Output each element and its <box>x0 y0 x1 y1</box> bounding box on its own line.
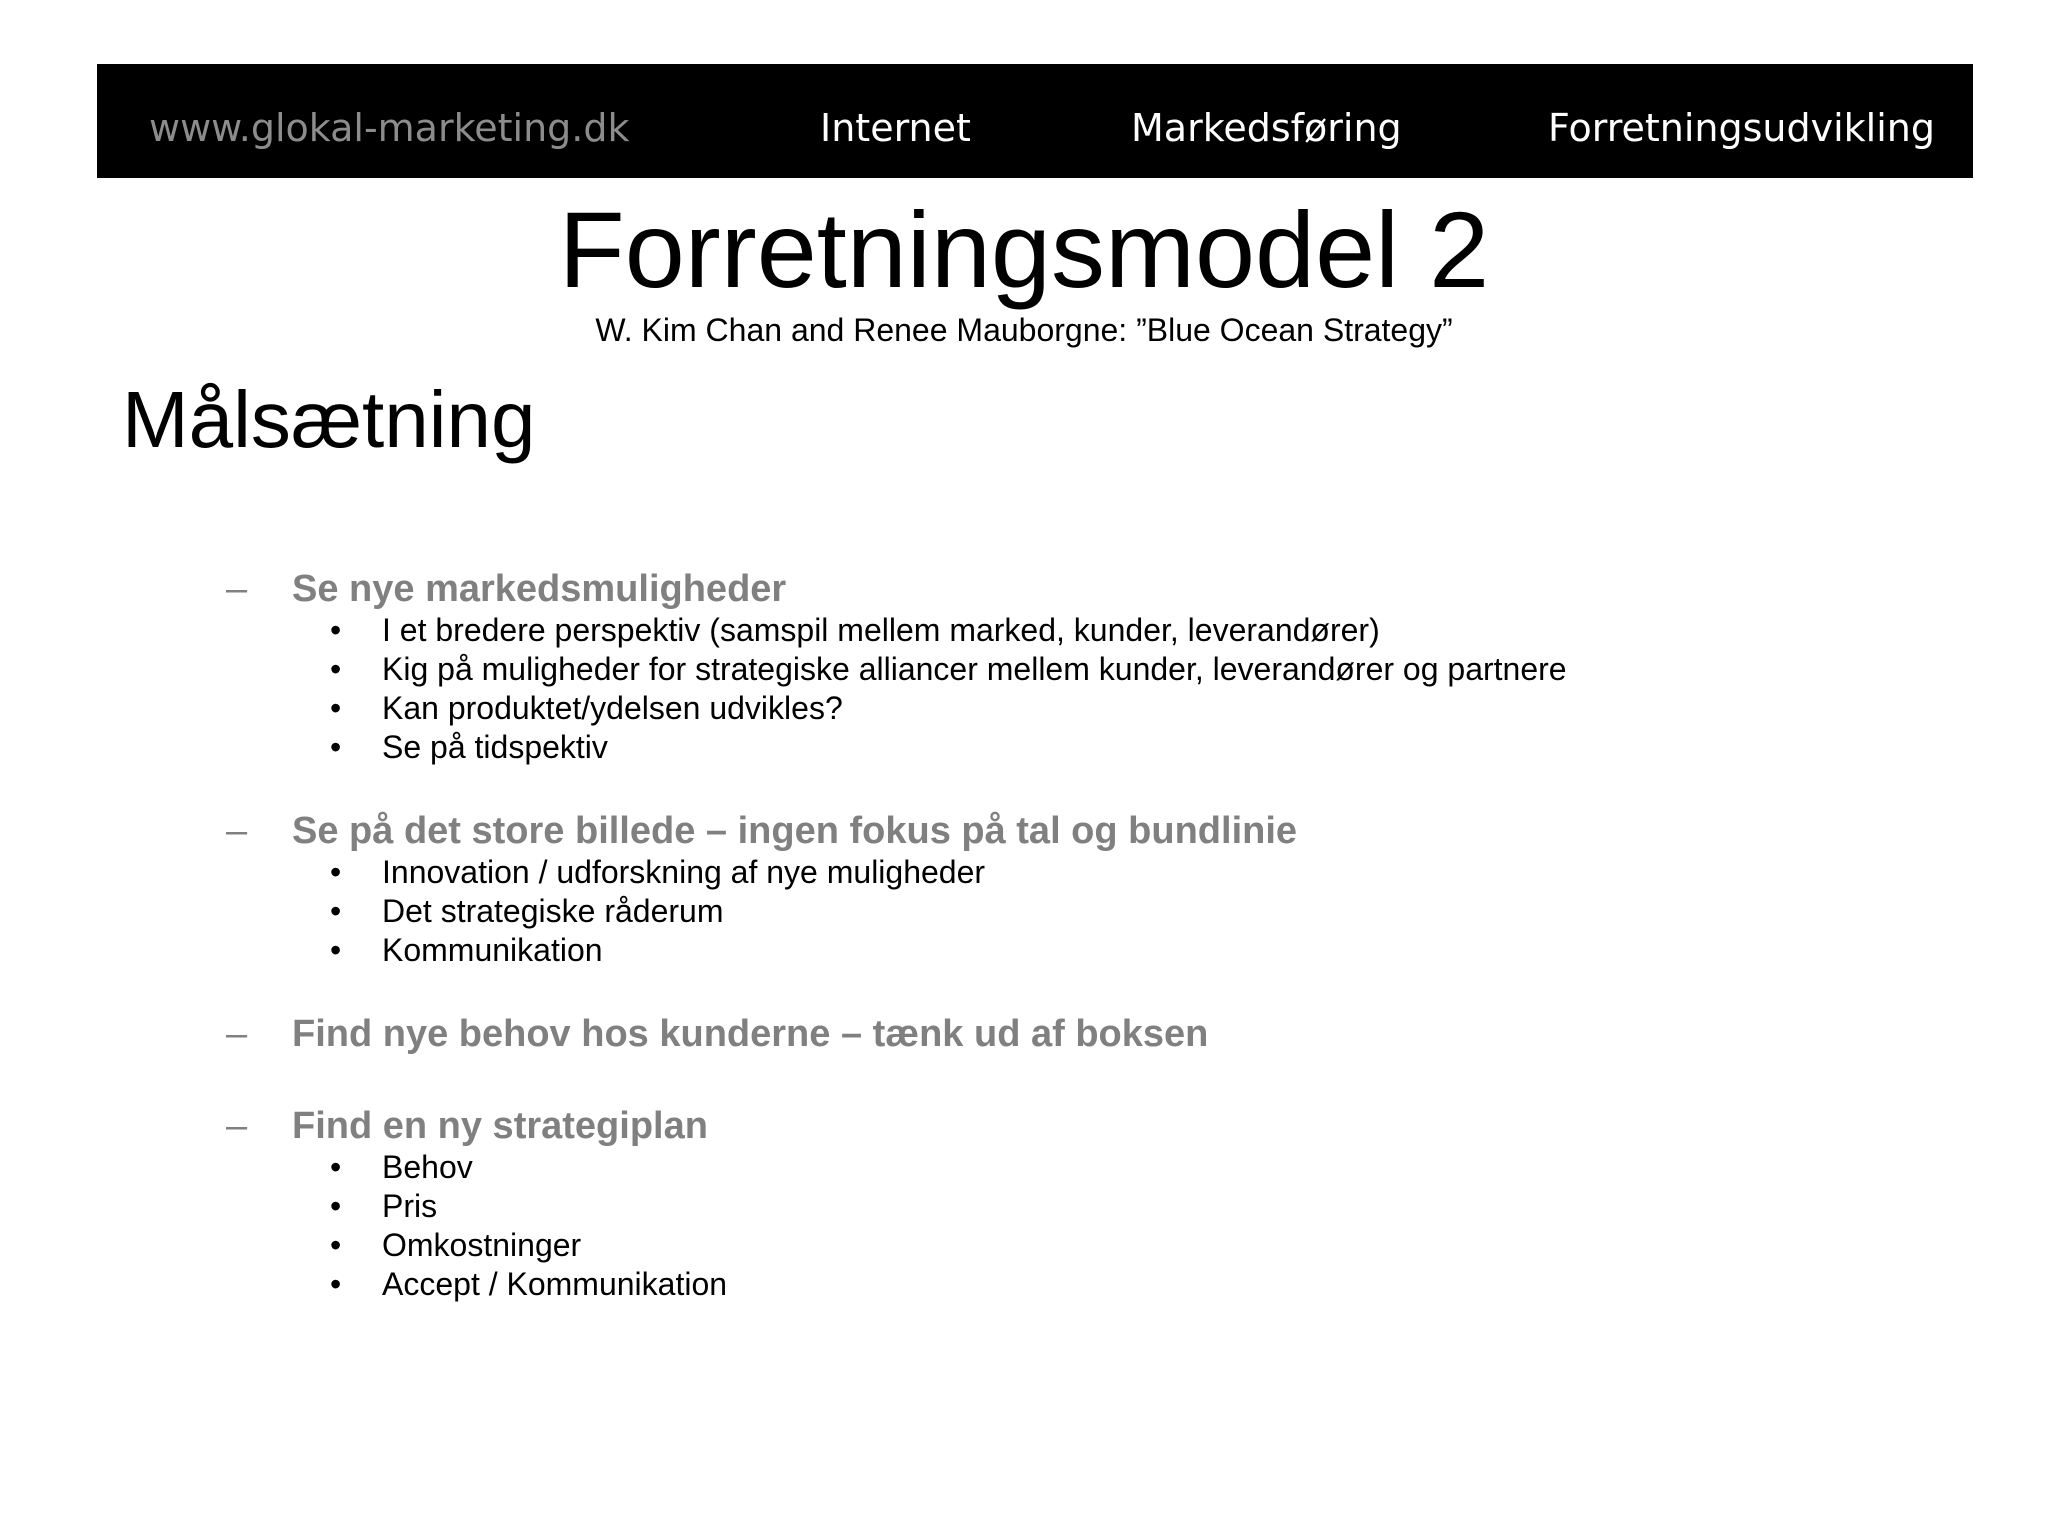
bullet-marker: • <box>330 690 342 726</box>
list-item-text: Omkostninger <box>382 1227 582 1263</box>
bullet-marker: • <box>330 932 342 968</box>
list-item-text: Kommunikation <box>382 932 603 968</box>
nav-item-forretningsudvikling[interactable]: Forretningsudvikling <box>1548 106 1935 150</box>
bullet-marker: • <box>330 729 342 765</box>
list-item-text: Pris <box>382 1188 438 1224</box>
dash-marker: – <box>226 568 248 610</box>
bullet-marker: • <box>330 1227 342 1263</box>
bullet-marker: • <box>330 612 342 648</box>
nav-item-internet[interactable]: Internet <box>820 106 971 150</box>
list-item-text: Innovation / udforskning af nye muligheder <box>382 854 986 890</box>
list-item-text: Accept / Kommunikation <box>382 1266 728 1302</box>
dash-marker: – <box>226 810 248 852</box>
list-item-text: Behov <box>382 1149 473 1185</box>
nav-item-markedsforing[interactable]: Markedsføring <box>1131 106 1402 150</box>
dash-marker: – <box>226 1105 248 1147</box>
bullet-marker: • <box>330 893 342 929</box>
section-label: Se nye markedsmuligheder <box>292 568 787 610</box>
bullet-marker: • <box>330 1188 342 1224</box>
section-label: Se på det store billede – ingen fokus på tal og bundlinie <box>292 810 1298 852</box>
dash-marker: – <box>226 1013 248 1055</box>
slide-subtitle: W. Kim Chan and Renee Mauborgne: ”Blue Ocean Strategy” <box>595 312 1453 348</box>
list-item-text: I et bredere perspektiv (samspil mellem marked, kunder, leverandører) <box>382 612 1380 648</box>
bullet-marker: • <box>330 1266 342 1302</box>
section-heading: Målsætning <box>122 375 536 464</box>
list-item-text: Det strategiske råderum <box>382 893 724 929</box>
section-label: Find nye behov hos kunderne – tænk ud af boksen <box>292 1013 1209 1055</box>
bullet-marker: • <box>330 1149 342 1185</box>
slide-title: Forretningsmodel 2 <box>558 189 1490 310</box>
list-item-text: Kan produktet/ydelsen udvikles? <box>382 690 843 726</box>
list-item-text: Se på tidspektiv <box>382 729 608 765</box>
site-url-link[interactable]: www.glokal-marketing.dk <box>149 106 630 150</box>
list-item-text: Kig på muligheder for strategiske alliancer mellem kunder, leverandører og partnere <box>382 651 1567 687</box>
section-label: Find en ny strategiplan <box>292 1105 708 1147</box>
bullet-marker: • <box>330 854 342 890</box>
bullet-marker: • <box>330 651 342 687</box>
